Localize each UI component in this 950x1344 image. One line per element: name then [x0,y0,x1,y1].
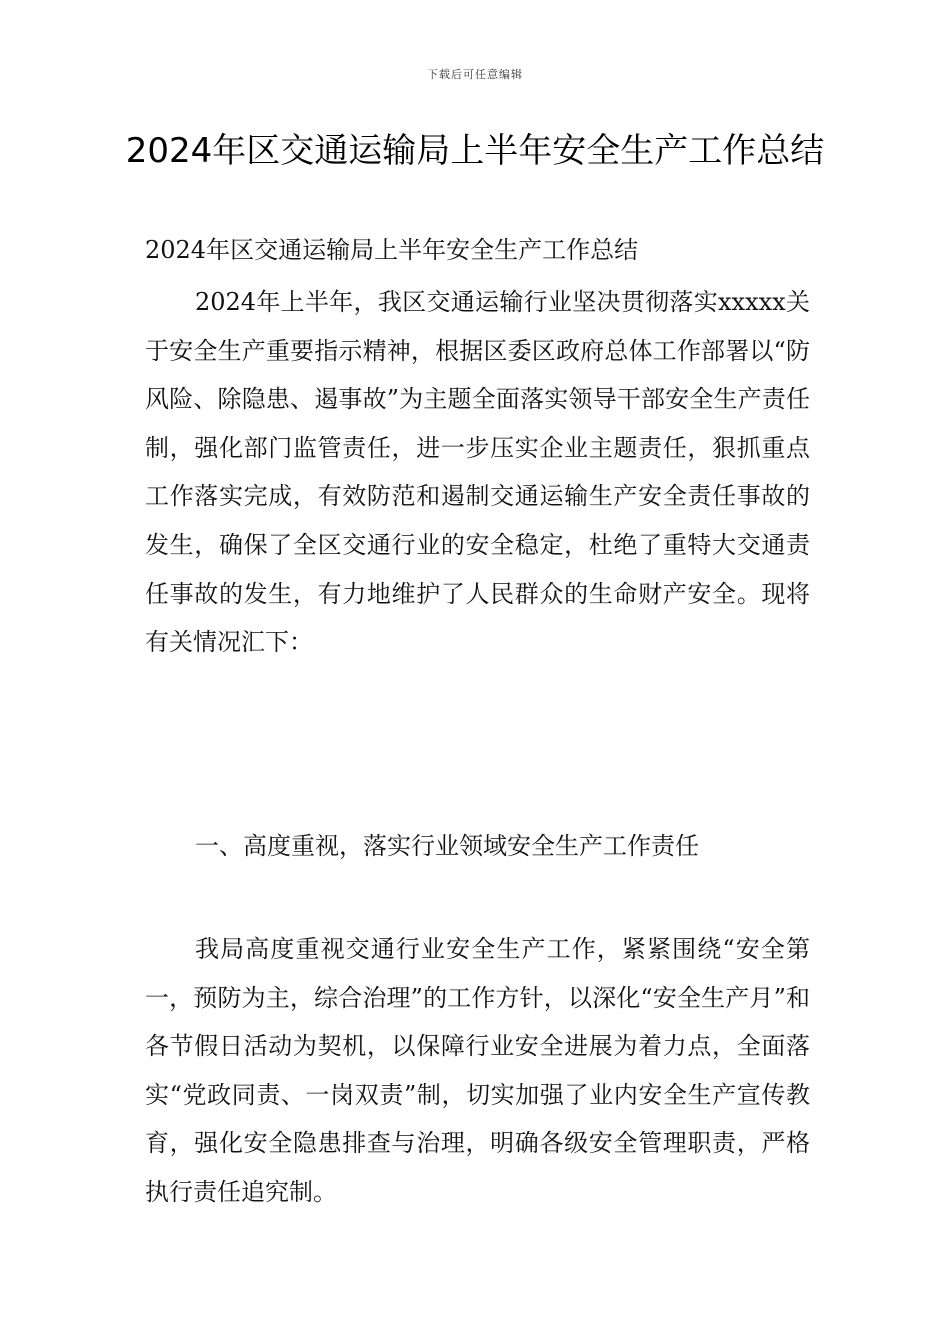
header-note: 下载后可任意编辑 [427,68,523,81]
body-paragraph-1: 2024年上半年，我区交通运输行业坚决贯彻落实xxxxx关于安全生产重要指示精神，根据区委区政府总体工作部署以“防风险、除隐患、遏事故”为主题全面落实领导干部安全生产责任制，强化部门监管责任，进一步压实企业主题责任，狠抓重点工作落实完成，有效防范和遏制交通运输生产安全责任事故的发生，确保了全区交通行业的安全稳定，杜绝了重特大交通责任事故的发生，有力地维护了人民群众的生命财产安全。现将有关情况汇下： [145,288,810,657]
document-title: 2024年区交通运输局上半年安全生产工作总结 [125,131,825,171]
section-heading-1: 一、高度重视，落实行业领域安全生产工作责任 [195,832,699,860]
body-paragraph-2: 我局高度重视交通行业安全生产工作，紧紧围绕“安全第一，预防为主，综合治理”的工作方针，以深化“安全生产月”和各节假日活动为契机，以保障行业安全进展为着力点，全面落实“党政同责、一岗双责”制，切实加强了业内安全生产宣传教育，强化安全隐患排查与治理，明确各级安全管理职责，严格执行责任追究制。 [145,935,810,1206]
document-subtitle: 2024年区交通运输局上半年安全生产工作总结 [145,236,639,264]
